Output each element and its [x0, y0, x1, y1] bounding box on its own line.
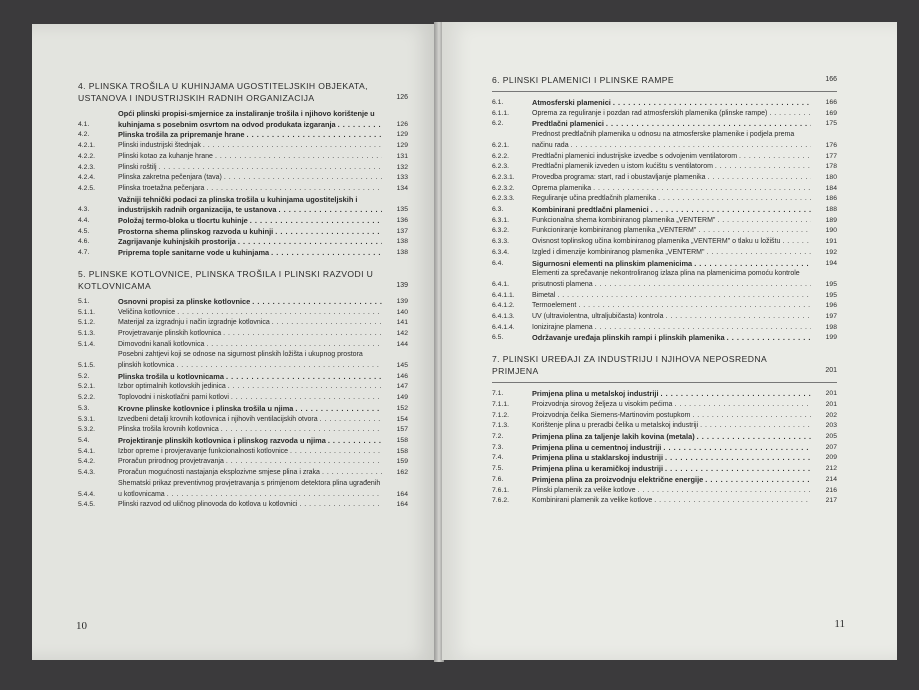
toc-entry — [492, 432, 837, 443]
toc-entry — [492, 173, 837, 184]
entry-page-number: 186 — [825, 195, 837, 203]
toc-entry — [78, 152, 408, 163]
toc-entry — [492, 453, 837, 464]
entry-page-number: 133 — [396, 174, 408, 182]
entry-page-number: 136 — [396, 217, 408, 225]
entry-number: 4.2.4. — [78, 174, 96, 182]
entry-title: Kombinirani predtlačni plamenici . . . — [532, 205, 811, 216]
toc-entry — [78, 109, 408, 130]
entry-page-number: 162 — [396, 469, 408, 477]
toc-entry — [78, 173, 408, 184]
toc-entry — [492, 162, 837, 173]
toc-entry — [492, 323, 837, 334]
toc-entry — [492, 400, 837, 411]
entry-page-number: 189 — [825, 216, 837, 224]
toc-entry — [492, 216, 837, 227]
entry-title: Plinski roštilj . . . — [118, 163, 382, 174]
toc-entry — [78, 318, 408, 329]
entry-page-number: 190 — [825, 227, 837, 235]
toc-entry — [492, 389, 837, 400]
entry-number: 5.1.1. — [78, 308, 96, 316]
toc-entry — [78, 350, 408, 371]
entry-title: Plinski razvod od uličnog plinovoda do kotlova u kotlovnici . . . — [118, 500, 382, 511]
toc-entry — [492, 411, 837, 422]
toc-entry — [78, 216, 408, 227]
entry-page-number: 129 — [396, 142, 408, 150]
entry-number: 6.4.1.3. — [492, 313, 515, 321]
entry-page-number: 146 — [396, 372, 408, 380]
entry-number: 5.3.2. — [78, 426, 96, 434]
entry-title: Kombinirani plamenik za velike kotlove . . . — [532, 496, 811, 507]
entry-title: Prostorna shema plinskog razvoda u kuhinji . . . — [118, 227, 382, 238]
toc-entry — [492, 259, 837, 270]
entry-number: 4.2.2. — [78, 152, 96, 160]
entry-page-number: 141 — [396, 319, 408, 327]
entry-title: Plinska trošila za pripremanje hrane . . . — [118, 130, 382, 141]
toc-entry — [492, 109, 837, 120]
entry-title: Plinski kotao za kuhanje hrane . . . — [118, 152, 382, 163]
entry-title: Sigurnosni elementi na plinskim plamenicima . . . — [532, 259, 811, 270]
toc-entry — [492, 130, 837, 151]
entry-number: 7.5. — [492, 465, 504, 473]
entry-number: 4.4. — [78, 217, 90, 225]
entry-title: Elementi za sprečavanje nekontroliranog izlaza plina na plamenicima pomoću kontrole prisutnosti plamena . . . — [532, 269, 811, 290]
entry-title: Osnovni propisi za plinske kotlovnice . . . — [118, 297, 382, 308]
entry-page-number: 177 — [825, 152, 837, 160]
entry-title: Bimetal . . . — [532, 291, 811, 302]
entry-title: Proizvodnja sirovog željeza u visokim pećima . . . — [532, 400, 811, 411]
toc-entry — [78, 248, 408, 259]
entry-number: 5.4.3. — [78, 469, 96, 477]
entry-number: 4.1. — [78, 120, 90, 128]
entry-page-number: 203 — [825, 422, 837, 430]
entry-page-number: 195 — [825, 291, 837, 299]
entry-number: 5.2.2. — [78, 394, 96, 402]
entry-number: 4.3. — [78, 206, 90, 214]
entry-page-number: 209 — [825, 454, 837, 462]
entry-title: Važniji tehnički podaci za plinska trošila u kuhinjama ugostiteljskih i industrijskih radnih organizacija, te ustanova . . . — [118, 195, 382, 216]
toc-entry — [78, 468, 408, 479]
entry-number: 7.1.1. — [492, 400, 510, 408]
toc-entry — [78, 308, 408, 319]
entry-page-number: 194 — [825, 259, 837, 267]
toc-entry — [492, 301, 837, 312]
entry-page-number: 199 — [825, 334, 837, 342]
entry-title: Ovisnost toplinskog učina kombiniranog plamenika „VENTERM" o tlaku u ložištu . . . — [532, 237, 811, 248]
toc-entry — [492, 421, 837, 432]
section-page-number: 201 — [825, 367, 837, 375]
entry-number: 5.1.3. — [78, 329, 96, 337]
entry-page-number: 175 — [825, 120, 837, 128]
toc-entry — [78, 340, 408, 351]
entry-title: Prednost predtlačnih plamenika u odnosu na atmosferske plamenike i podjela prema načinu rada . . . — [532, 130, 811, 151]
entry-page-number: 158 — [396, 447, 408, 455]
entry-title: Proizvodnja čelika Siemens-Martinovim postupkom . . . — [532, 411, 811, 422]
entry-page-number: 216 — [825, 486, 837, 494]
entry-page-number: 131 — [396, 152, 408, 160]
entry-title: Izbor optimalnih kotlovskih jedinica . . . — [118, 382, 382, 393]
section-heading — [492, 74, 837, 86]
entry-page-number: 135 — [396, 206, 408, 214]
entry-number: 7.1.2. — [492, 411, 510, 419]
toc-entry — [78, 297, 408, 308]
entry-number: 7.4. — [492, 454, 504, 462]
toc-entry — [492, 152, 837, 163]
entry-page-number: 212 — [825, 465, 837, 473]
entry-number: 6.2. — [492, 120, 504, 128]
entry-title: Provedba programa: start, rad i obustavljanje plamenika . . . — [532, 173, 811, 184]
entry-number: 4.5. — [78, 227, 90, 235]
entry-page-number: 145 — [396, 362, 408, 370]
entry-title: Opći plinski propisi-smjernice za instaliranje trošila i njihovo korištenje u kuhinjama s posebnim osvrtom na odvod produkata izgaranja . . . — [118, 109, 382, 130]
entry-number: 6.2.1. — [492, 141, 510, 149]
entry-title: Primjena plina u metalskoj industriji . . . — [532, 389, 811, 400]
entry-title: Proračun mogućnosti nastajanja eksplozivne smjese plina i zraka . . . — [118, 468, 382, 479]
entry-page-number: 217 — [825, 497, 837, 505]
entry-number: 5.4.5. — [78, 501, 96, 509]
entry-title: Primjena plina u staklarskoj industriji . . . — [532, 453, 811, 464]
entry-title: Priprema tople sanitarne vode u kuhinjama . . . — [118, 248, 382, 259]
entry-page-number: 195 — [825, 280, 837, 288]
entry-page-number: 129 — [396, 131, 408, 139]
entry-number: 5.4. — [78, 436, 90, 444]
entry-number: 6.2.3. — [492, 163, 510, 171]
entry-number: 6.3.4. — [492, 248, 510, 256]
toc-entry — [78, 130, 408, 141]
entry-number: 6.2.3.3. — [492, 195, 515, 203]
entry-page-number: 176 — [825, 141, 837, 149]
toc-entry — [492, 269, 837, 290]
section-title: 6. PLINSKI PLAMENICI I PLINSKE RAMPE — [492, 75, 675, 85]
entry-number: 7.2. — [492, 432, 504, 440]
entry-title: Toplovodni i niskotlačni parni kotlovi . . . — [118, 393, 382, 404]
entry-number: 6.2.3.2. — [492, 184, 515, 192]
entry-title: Predtlačni plamenici industrijske izvedbe s odvojenim ventilatorom . . . — [532, 152, 811, 163]
entry-number: 7.6.1. — [492, 486, 510, 494]
toc-entry — [492, 475, 837, 486]
entry-title: UV (ultraviolentna, ultraljubičasta) kontrola . . . — [532, 312, 811, 323]
entry-page-number: 180 — [825, 173, 837, 181]
toc-entry — [78, 436, 408, 447]
entry-number: 6.4. — [492, 259, 504, 267]
entry-number: 5.3. — [78, 404, 90, 412]
entry-number: 6.4.1.2. — [492, 302, 515, 310]
entry-number: 6.1.1. — [492, 109, 510, 117]
entry-page-number: 142 — [396, 329, 408, 337]
entry-title: Korištenje plina u preradbi čelika u metalskoj industriji . . . — [532, 421, 811, 432]
entry-page-number: 138 — [396, 238, 408, 246]
section-page-number: 166 — [825, 76, 837, 83]
entry-title: Reguliranje učina predtlačnih plamenika . . . — [532, 194, 811, 205]
right-page-number: 11 — [834, 618, 845, 630]
left-toc — [78, 80, 408, 511]
entry-number: 5.2.1. — [78, 383, 96, 391]
entry-number: 7.1. — [492, 390, 504, 398]
entry-page-number: 138 — [396, 249, 408, 257]
entry-title: Plinski plamenik za velike kotlove . . . — [532, 486, 811, 497]
entry-page-number: 188 — [825, 206, 837, 214]
entry-number: 5.3.1. — [78, 415, 96, 423]
section-title: 5. PLINSKE KOTLOVNICE, PLINSKA TROŠILA I PLINSKI RAZVODI U KOTLOVNICAMA — [78, 268, 374, 291]
entry-title: Atmosferski plamenici . . . — [532, 98, 811, 109]
entry-page-number: 152 — [396, 404, 408, 412]
toc-entry — [78, 184, 408, 195]
entry-title: Shematski prikaz preventivnog provjetravanja s primjenom detektora plina ugrađenih u kotlovnicama . . . — [118, 479, 382, 500]
toc-entry — [78, 382, 408, 393]
entry-title: Krovne plinske kotlovnice i plinska trošila u njima . . . — [118, 404, 382, 415]
entry-page-number: 139 — [396, 297, 408, 305]
entry-page-number: 157 — [396, 426, 408, 434]
entry-title: Plinska troetažna pečenjara . . . — [118, 184, 382, 195]
entry-number: 4.2.5. — [78, 184, 96, 192]
toc-entry — [492, 184, 837, 195]
right-toc — [492, 74, 837, 507]
entry-title: Položaj termo-bloka u tlocrtu kuhinje . . . — [118, 216, 382, 227]
entry-title: Termoelement . . . — [532, 301, 811, 312]
entry-number: 6.3.3. — [492, 238, 510, 246]
entry-page-number: 159 — [396, 458, 408, 466]
entry-page-number: 134 — [396, 184, 408, 192]
toc-entry — [78, 415, 408, 426]
entry-title: Funkcionalna shema kombiniranog plamenika „VENTERM" . . . — [532, 216, 811, 227]
entry-title: Projektiranje plinskih kotlovnica i plinskog razvoda u njima . . . — [118, 436, 382, 447]
entry-number: 6.5. — [492, 334, 504, 342]
entry-page-number: 137 — [396, 227, 408, 235]
toc-entry — [492, 443, 837, 454]
entry-number: 4.2.3. — [78, 163, 96, 171]
entry-number: 4.7. — [78, 249, 90, 257]
entry-title: Izgled i dimenzije kombiniranog plamenika „VENTERM" . . . — [532, 248, 811, 259]
entry-number: 5.2. — [78, 372, 90, 380]
entry-page-number: 191 — [825, 238, 837, 246]
entry-title: Održavanje uređaja plinskih rampi i plinskih plamenika . . . — [532, 333, 811, 344]
entry-number: 5.4.4. — [78, 490, 96, 498]
toc-entry — [78, 447, 408, 458]
entry-page-number: 201 — [825, 400, 837, 408]
entry-title: Predtlačni plamenici . . . — [532, 119, 811, 130]
entry-number: 5.1.5. — [78, 362, 96, 370]
toc-entry — [492, 464, 837, 475]
entry-page-number: 164 — [396, 501, 408, 509]
entry-title: Izbor opreme i provjeravanje funkcionalnosti kotlovnice . . . — [118, 447, 382, 458]
entry-page-number: 154 — [396, 415, 408, 423]
toc-entry — [78, 393, 408, 404]
entry-page-number: 197 — [825, 313, 837, 321]
entry-number: 6.3.1. — [492, 216, 510, 224]
entry-page-number: 201 — [825, 390, 837, 398]
entry-page-number: 158 — [396, 436, 408, 444]
entry-title: Primjena plina u cementnoj industriji . . . — [532, 443, 811, 454]
entry-number: 6.1. — [492, 99, 504, 106]
toc-entry — [78, 329, 408, 340]
entry-page-number: 147 — [396, 383, 408, 391]
section-heading — [78, 80, 408, 104]
toc-entry — [492, 496, 837, 507]
entry-title: Plinska zakretna pečenjara (tava) . . . — [118, 173, 382, 184]
entry-page-number: 149 — [396, 394, 408, 402]
entry-page-number: 144 — [396, 340, 408, 348]
entry-title: Primjena plina za taljenje lakih kovina (metala) . . . — [532, 432, 811, 443]
entry-page-number: 164 — [396, 490, 408, 498]
toc-entry — [492, 237, 837, 248]
entry-page-number: 198 — [825, 323, 837, 331]
toc-entry — [78, 372, 408, 383]
entry-number: 5.1.2. — [78, 319, 96, 327]
toc-entry — [78, 163, 408, 174]
entry-number: 7.3. — [492, 443, 504, 451]
entry-title: Plinska trošila krovnih kotlovnica . . . — [118, 425, 382, 436]
entry-number: 6.4.1.4. — [492, 323, 515, 331]
toc-entry — [78, 237, 408, 248]
section-rule — [492, 382, 837, 383]
entry-number: 5.4.1. — [78, 447, 96, 455]
entry-title: Posebni zahtjevi koji se odnose na sigurnost plinskih ložišta i ukupnog prostora plinskih kotlovnica . . . — [118, 350, 382, 371]
section-title: 4. PLINSKA TROŠILA U KUHINJAMA UGOSTITELJSKIH OBJEKATA, USTANOVA I INDUSTRIJSKIH RADNIH ORGANIZACIJA — [78, 81, 368, 103]
entry-title: Dimovodni kanali kotlovnica . . . — [118, 340, 382, 351]
entry-title: Plinski industrijski štednjak . . . — [118, 141, 382, 152]
entry-title: Oprema plamenika . . . — [532, 184, 811, 195]
toc-entry — [492, 248, 837, 259]
entry-title: Funkcioniranje kombiniranog plamenika „VENTERM" . . . — [532, 226, 811, 237]
entry-title: Izvedbeni detalji krovnih kotlovnica i njihovih ventilacijskih otvora . . . — [118, 415, 382, 426]
entry-page-number: 132 — [396, 163, 408, 171]
toc-entry — [78, 195, 408, 216]
entry-title: Plinska trošila u kotlovnicama . . . — [118, 372, 382, 383]
toc-entry — [492, 119, 837, 130]
entry-number: 7.6.2. — [492, 497, 510, 505]
entry-page-number: 178 — [825, 163, 837, 171]
toc-entry — [492, 194, 837, 205]
entry-title: Provjetravanje plinskih kotlovnica . . . — [118, 329, 382, 340]
entry-title: Veličina kotlovnice . . . — [118, 308, 382, 319]
entry-number: 7.1.3. — [492, 422, 510, 430]
toc-entry — [78, 500, 408, 511]
toc-entry — [492, 333, 837, 344]
section-heading — [492, 353, 837, 377]
toc-entry — [492, 226, 837, 237]
section-title: 7. PLINSKI UREĐAJI ZA INDUSTRIJU I NJIHOVA NEPOSREDNA PRIMJENA — [492, 354, 767, 377]
entry-number: 6.3.2. — [492, 227, 510, 235]
entry-number: 5.1.4. — [78, 340, 96, 348]
entry-number: 5.4.2. — [78, 458, 96, 466]
entry-page-number: 196 — [825, 302, 837, 310]
toc-entry — [78, 227, 408, 238]
left-page-number: 10 — [76, 620, 87, 632]
entry-page-number: 140 — [396, 308, 408, 316]
entry-page-number: 169 — [825, 109, 837, 117]
toc-entry — [492, 486, 837, 497]
toc-entry — [492, 291, 837, 302]
section-page-number: 126 — [396, 94, 408, 101]
entry-title: Zagrijavanje kuhinjskih prostorija . . . — [118, 237, 382, 248]
entry-title: Proračun prirodnog provjetravanja . . . — [118, 457, 382, 468]
toc-entry — [78, 404, 408, 415]
entry-number: 7.6. — [492, 475, 504, 483]
entry-page-number: 214 — [825, 475, 837, 483]
toc-entry — [78, 457, 408, 468]
entry-page-number: 207 — [825, 443, 837, 451]
toc-entry — [78, 425, 408, 436]
entry-page-number: 205 — [825, 432, 837, 440]
toc-entry — [492, 98, 837, 109]
entry-number: 6.4.1. — [492, 280, 510, 288]
entry-number: 6.2.3.1. — [492, 173, 515, 181]
toc-entry — [492, 312, 837, 323]
toc-entry — [78, 141, 408, 152]
entry-page-number: 202 — [825, 411, 837, 419]
entry-title: Primjena plina u keramičkoj industriji . . . — [532, 464, 811, 475]
entry-number: 4.6. — [78, 238, 90, 246]
entry-title: Materijal za izgradnju i način izgradnje kotlovnica . . . — [118, 318, 382, 329]
left-page — [32, 24, 437, 660]
entry-page-number: 126 — [396, 120, 408, 128]
entry-number: 6.2.2. — [492, 152, 510, 160]
section-page-number: 139 — [396, 281, 408, 289]
entry-page-number: 184 — [825, 184, 837, 192]
section-heading — [78, 268, 408, 292]
entry-number: 5.1. — [78, 297, 90, 305]
toc-entry — [492, 205, 837, 216]
entry-number: 4.2. — [78, 131, 90, 139]
entry-title: Primjena plina za proizvodnju električne energije . . . — [532, 475, 811, 486]
entry-title: Ionizirajne plamena . . . — [532, 323, 811, 334]
right-page — [442, 22, 897, 660]
entry-page-number: 192 — [825, 248, 837, 256]
entry-title: Predtlačni plamenik izveden u istom kućištu s ventilatorom . . . — [532, 162, 811, 173]
entry-number: 4.2.1. — [78, 142, 96, 150]
entry-number: 6.4.1.1. — [492, 291, 515, 299]
toc-entry — [78, 479, 408, 500]
entry-title: Oprema za reguliranje i pozdan rad atmosferskih plamenika (plinske rampe) . . . — [532, 109, 811, 120]
entry-page-number: 166 — [825, 99, 837, 106]
section-rule — [492, 91, 837, 92]
entry-number: 6.3. — [492, 206, 504, 214]
